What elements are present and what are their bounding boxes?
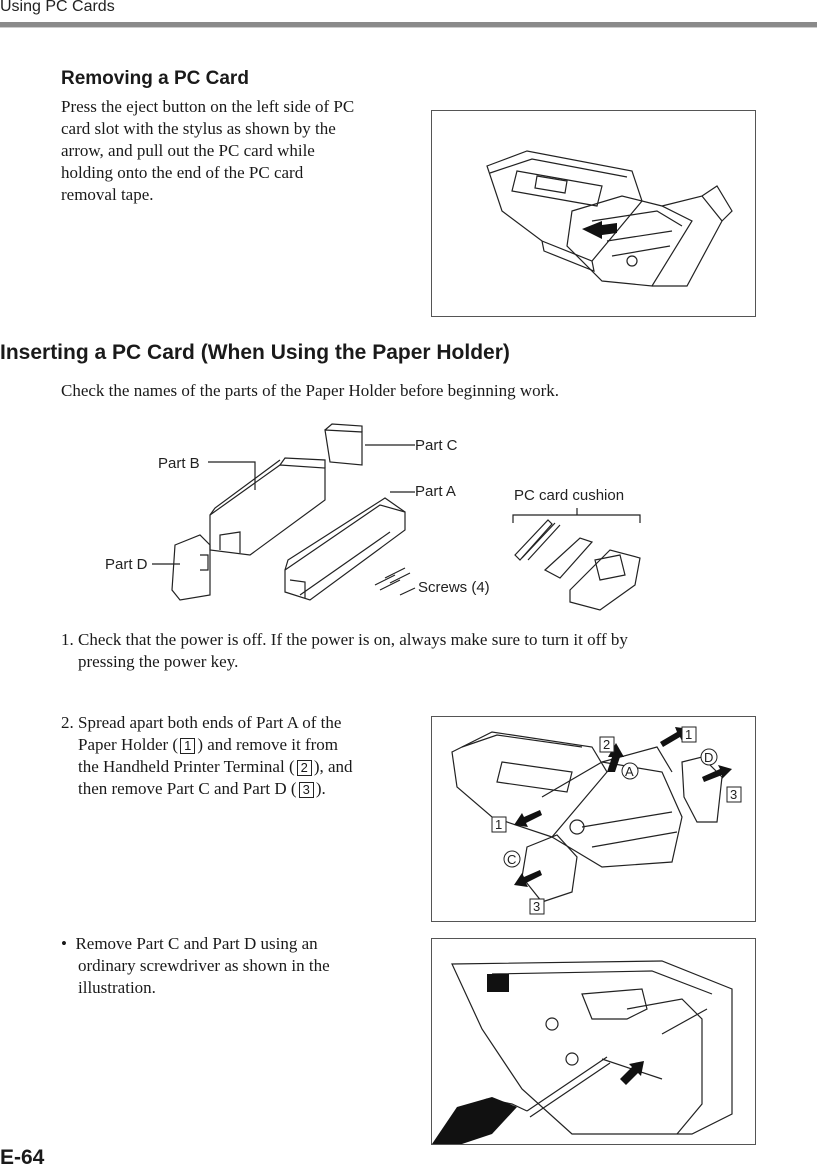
- inserting-heading: Inserting a PC Card (When Using the Paper Holder): [0, 341, 510, 364]
- figure-letter-d: D: [704, 750, 714, 765]
- step-marker: 1: [180, 738, 195, 754]
- removing-line: arrow, and pull out the PC card while: [61, 141, 315, 160]
- step-text: Paper Holder (: [78, 735, 179, 754]
- step-text: Check that the power is off. If the power is on, always make sure to turn it off by: [78, 630, 628, 649]
- removing-heading: Removing a PC Card: [61, 68, 249, 89]
- step-text: ), and: [313, 757, 353, 776]
- step-1: [61, 629, 628, 673]
- bullet-text: ordinary screwdriver as shown in the: [78, 956, 330, 975]
- step-2-illustration: [431, 716, 756, 922]
- step-text: the Handheld Printer Terminal (: [78, 757, 295, 776]
- step-2: [61, 712, 421, 800]
- bullet-text: illustration.: [78, 978, 156, 997]
- bullet-text: Remove Part C and Part D using an: [75, 934, 318, 953]
- step-marker: 3: [299, 782, 314, 798]
- page-number: E-64: [0, 1146, 45, 1169]
- cushion-label: PC card cushion: [514, 487, 625, 504]
- step-number: 1.: [61, 630, 74, 649]
- figure-marker-label: 3: [730, 787, 738, 802]
- part-d-label: Part D: [105, 556, 148, 573]
- removing-paragraph: [61, 96, 354, 206]
- screws-label: Screws (4): [418, 579, 490, 596]
- step-text: ).: [315, 779, 326, 798]
- step-text: Spread apart both ends of Part A of the: [78, 713, 342, 732]
- figure-marker-label: 1: [685, 727, 693, 742]
- parts-diagram: [100, 420, 660, 620]
- part-b-label: Part B: [158, 455, 200, 472]
- header-rule: [0, 22, 817, 28]
- part-c-label: Part C: [415, 437, 458, 454]
- removing-line: holding onto the end of the PC card: [61, 163, 304, 182]
- step-marker: 2: [297, 760, 312, 776]
- figure-letter-c: C: [507, 852, 517, 867]
- part-a-label: Part A: [415, 483, 456, 500]
- removing-line: Press the eject button on the left side of PC: [61, 97, 355, 116]
- figure-marker-label: 2: [603, 737, 611, 752]
- bullet-note: [61, 933, 330, 999]
- step-number: 2.: [61, 713, 74, 732]
- removing-line: removal tape.: [61, 185, 154, 204]
- removing-line: card slot with the stylus as shown by the: [61, 119, 336, 138]
- running-header: Using PC Cards: [0, 0, 115, 15]
- bullet-symbol: •: [61, 934, 67, 953]
- step-text: then remove Part C and Part D (: [78, 779, 297, 798]
- step-text: pressing the power key.: [78, 652, 239, 671]
- removing-illustration: [431, 110, 756, 317]
- figure-marker-label: 1: [495, 817, 503, 832]
- figure-marker-label: 3: [533, 899, 541, 914]
- figure-letter-a: A: [625, 764, 634, 779]
- step-text: ) and remove it from: [197, 735, 338, 754]
- inserting-intro: Check the names of the parts of the Paper Holder before beginning work.: [61, 381, 560, 400]
- screwdriver-illustration: [431, 938, 756, 1145]
